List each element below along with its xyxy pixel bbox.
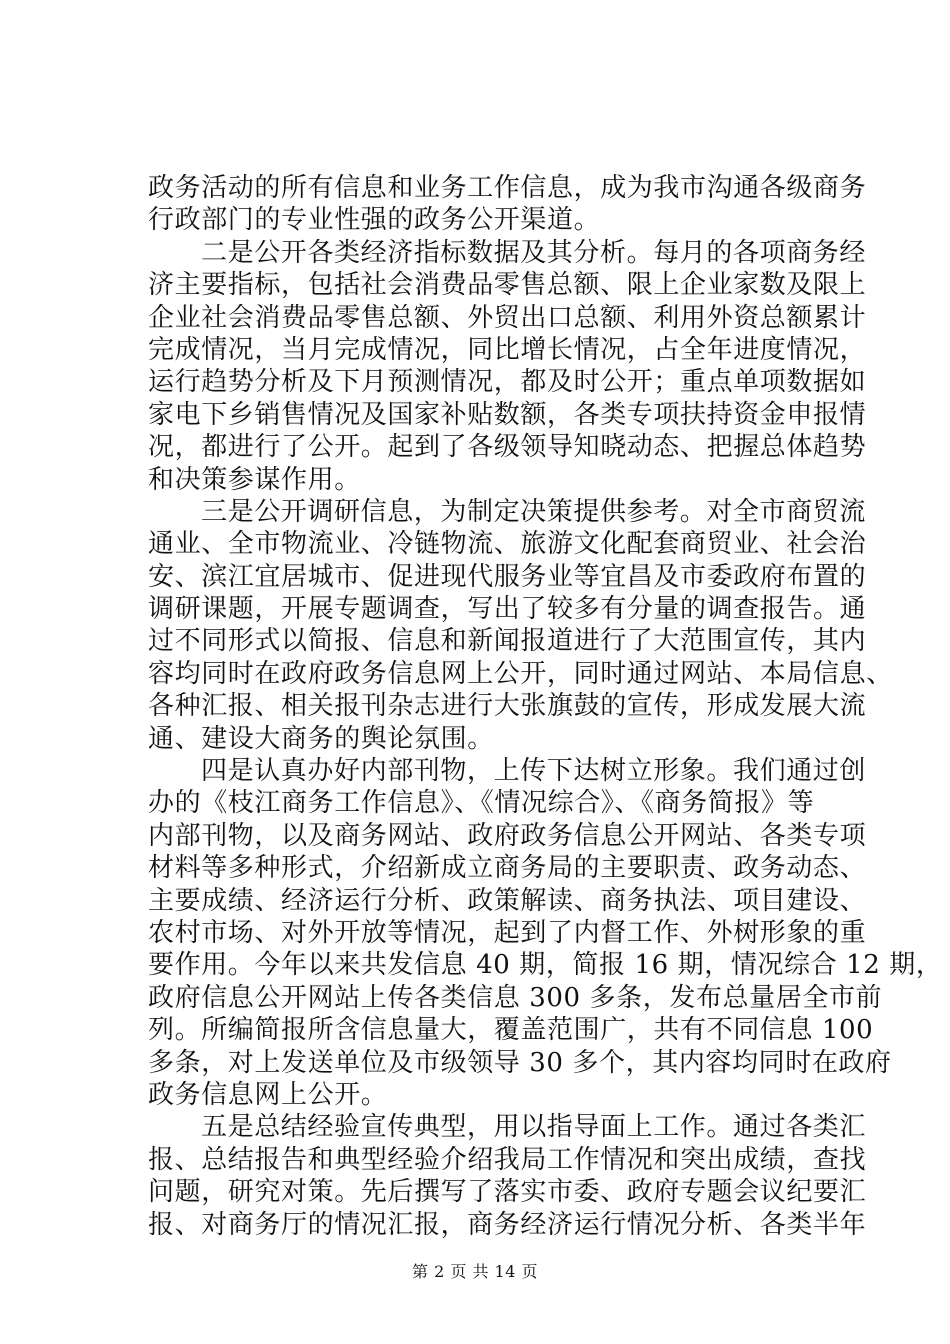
text-line: 况，都进行了公开。起到了各级领导知晓动态、把握总体趋势 xyxy=(148,432,867,463)
text-line: 办的《枝江商务工作信息》、《情况综合》、《商务简报》等 xyxy=(148,788,815,819)
text-line: 各种汇报、相关报刊杂志进行大张旗鼓的宣传，形成发展大流 xyxy=(148,691,867,722)
text-line: 企业社会消费品零售总额、外贸出口总额、利用外资总额累计 xyxy=(148,302,867,333)
text-line: 济主要指标，包括社会消费品零售总额、限上企业家数及限上 xyxy=(148,270,867,301)
text-line: 五是总结经验宣传典型，用以指导面上工作。通过各类汇 xyxy=(201,1112,867,1143)
text-line: 过不同形式以简报、信息和新闻报道进行了大范围宣传，其内 xyxy=(148,626,867,657)
text-line: 通、建设大商务的舆论氛围。 xyxy=(148,723,494,754)
text-line: 完成情况，当月完成情况，同比增长情况，占全年进度情况， xyxy=(148,334,867,365)
text-line: 报、总结报告和典型经验介绍我局工作情况和突出成绩，查找 xyxy=(148,1144,867,1175)
text-line: 政府信息公开网站上传各类信息 300 多条，发布总量居全市前 xyxy=(148,982,883,1013)
text-line: 报、对商务厅的情况汇报，商务经济运行情况分析、各类半年 xyxy=(148,1209,867,1240)
text-line: 多条，对上发送单位及市级领导 30 多个，其内容均同时在政府 xyxy=(148,1047,892,1078)
text-line: 三是公开调研信息，为制定决策提供参考。对全市商贸流 xyxy=(201,496,867,527)
text-line: 政务活动的所有信息和业务工作信息，成为我市沟通各级商务 xyxy=(148,173,867,203)
text-line: 二是公开各类经济指标数据及其分析。每月的各项商务经 xyxy=(201,237,867,268)
body-text xyxy=(148,172,943,1241)
text-line: 农村市场、对外开放等情况，起到了内督工作、外树形象的重 xyxy=(148,917,867,948)
text-line: 内部刊物，以及商务网站、政府政务信息公开网站、各类专项 xyxy=(148,820,867,851)
text-line: 材料等多种形式，介绍新成立商务局的主要职责、政务动态、 xyxy=(148,853,867,884)
text-line: 家电下乡销售情况及国家补贴数额，各类专项扶持资金申报情 xyxy=(148,399,867,430)
text-line: 调研课题，开展专题调查，写出了较多有分量的调查报告。通 xyxy=(148,594,867,625)
text-line: 列。所编简报所含信息量大，覆盖范围广，共有不同信息 100 xyxy=(148,1015,874,1046)
text-line: 主要成绩、经济运行分析、政策解读、商务执法、项目建设、 xyxy=(148,885,867,916)
text-line: 安、滨江宜居城市、促进现代服务业等宜昌及市委政府布置的 xyxy=(148,561,867,592)
text-line: 要作用。今年以来共发信息 40 期，简报 16 期，情况综合 12 期， xyxy=(148,950,943,981)
text-line: 容均同时在政府政务信息网上公开，同时通过网站、本局信息、 xyxy=(148,658,893,689)
text-line: 四是认真办好内部刊物，上传下达树立形象。我们通过创 xyxy=(201,756,867,787)
text-line: 问题，研究对策。先后撰写了落实市委、政府专题会议纪要汇 xyxy=(148,1177,867,1208)
text-line: 行政部门的专业性强的政务公开渠道。 xyxy=(148,205,601,236)
text-line: 和决策参谋作用。 xyxy=(148,464,361,495)
text-line: 政务信息网上公开。 xyxy=(148,1079,388,1110)
text-line: 运行趋势分析及下月预测情况，都及时公开；重点单项数据如 xyxy=(148,367,867,398)
text-line: 通业、全市物流业、冷链物流、旅游文化配套商贸业、社会治 xyxy=(148,529,867,560)
page-footer: 第 2 页 共 14 页 xyxy=(412,1262,538,1281)
